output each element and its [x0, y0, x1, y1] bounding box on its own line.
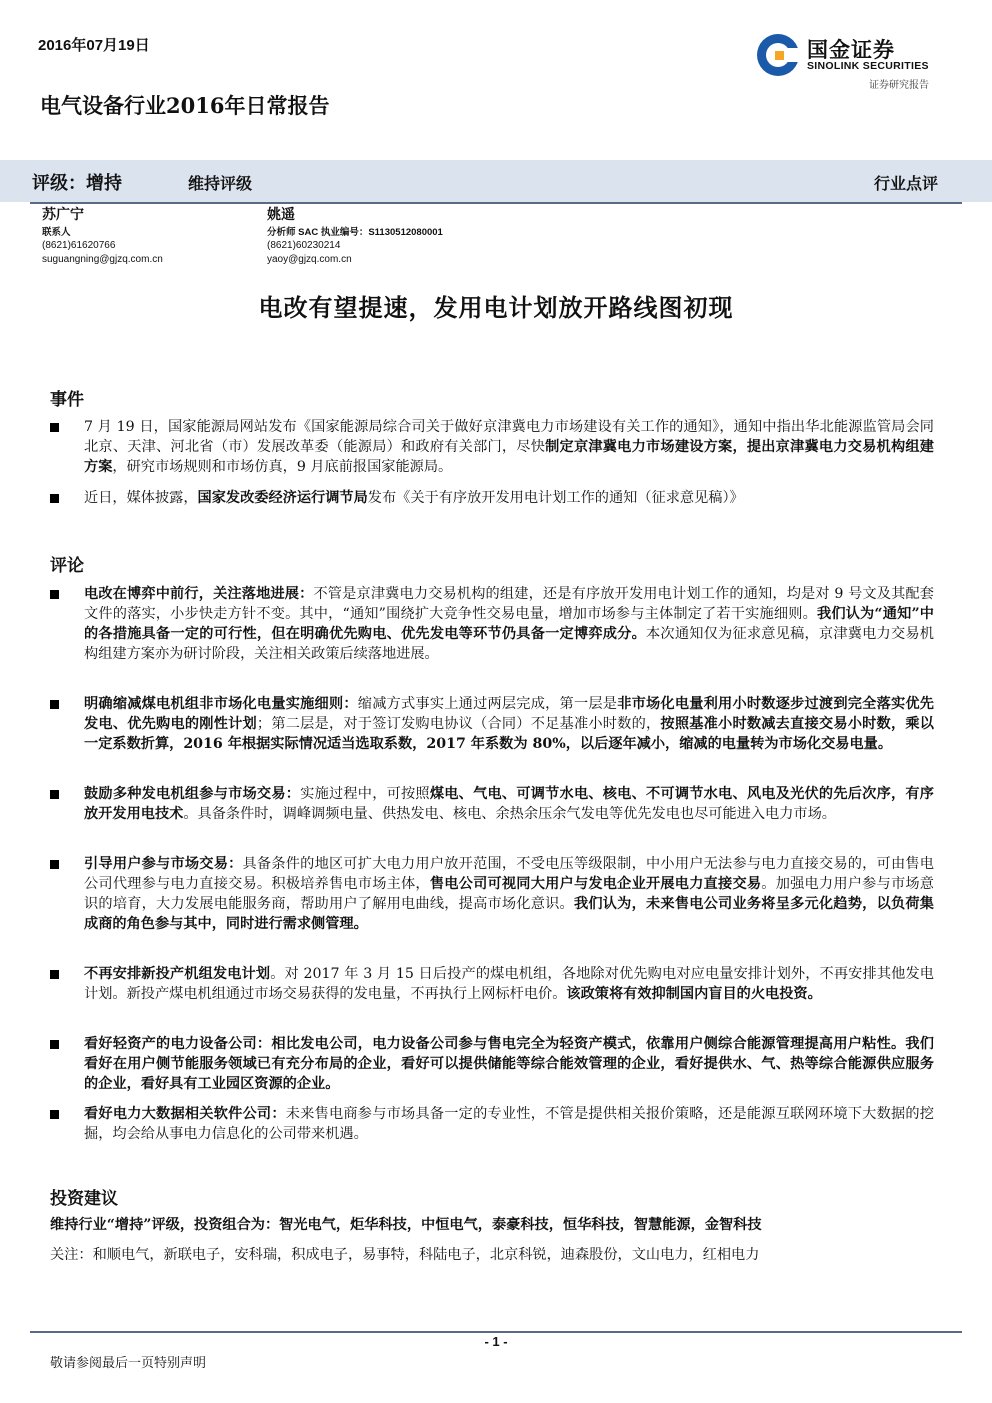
bullet-square-icon [50, 700, 59, 709]
list-item-text [84, 488, 934, 508]
bullet-square-icon [50, 1040, 59, 1049]
report-type: 行业点评 [873, 174, 938, 193]
section-title-events: 事件 [50, 390, 84, 410]
bold-text-segment: 看好轻资产的电力设备公司：相比发电公司，电力设备公司参与售电完全为轻资产模式，依靠用户侧综合能源管理提高用户粘性。我们看好在用户侧节能服务领域已有充分布局的企业，看好可以提供储能等综合能效管理的企业，看好提供水、气、热等综合能源供应服务的企业，看好具有工业园区资源的企业。 [84, 1036, 934, 1092]
analyst-phone: (8621)60230214 [267, 240, 341, 251]
bold-text-segment: 我们认为，未来售电公司业务将呈多元化趋势，以负荷集成商的角色参与其中，同时进行需求侧管理。 [84, 896, 934, 932]
rating-maintain: 维持评级 [188, 174, 253, 193]
list-item [50, 584, 934, 664]
bullet-square-icon [50, 590, 59, 599]
bold-text-segment: 引导用户参与市场交易： [84, 856, 243, 872]
list-item-text [84, 854, 934, 934]
text-segment: 。加强电力用户参与市场意识的培育，大力发展电能服务商，帮助用户了解用电曲线，提高市场化意识。 [84, 876, 934, 912]
analyst-phone: (8621)61620766 [42, 240, 116, 251]
bullet-square-icon [50, 860, 59, 869]
analyst-role: 联系人 [42, 226, 71, 238]
text-segment: 未来售电商参与市场具备一定的专业性，不管是提供相关报价策略，还是能源互联网环境下大数据的挖掘，均会给从事电力信息化的公司带来机遇。 [84, 1106, 934, 1142]
logo-sub-text: 证券研究报告 [869, 80, 929, 91]
list-item-text [84, 417, 934, 477]
bullet-square-icon [50, 970, 59, 979]
bullet-square-icon [50, 790, 59, 799]
text-segment: 。具备条件时，调峰调频电量、供热发电、核电、余热余压余气发电等优先发电也尽可能进入电力市场。 [183, 806, 836, 822]
list-item [50, 854, 934, 934]
bold-text-segment: 售电公司可视同大用户与发电企业开展电力直接交易 [429, 876, 762, 892]
analyst-email[interactable]: yaoy@gjzq.com.cn [267, 253, 352, 265]
footer-divider [30, 1331, 962, 1333]
bullet-square-icon [50, 494, 59, 503]
list-item [50, 1034, 934, 1094]
logo-cn-text: 国金证券 [807, 38, 895, 62]
bold-text-segment: 按照基准小时数减去直接交易小时数，乘以一定系数折算，2016 年根据实际情况适当选取系数，2017 年系数为 80%，以后逐年减小，缩减的电量转为市场化交易电量。 [84, 716, 934, 752]
text-segment: 近日，媒体披露， [84, 490, 198, 506]
text-segment: 发布《关于有序放开发用电计划工作的通知（征求意见稿）》 [367, 490, 744, 506]
text-segment: 具备条件的地区可扩大电力用户放开范围，不受电压等级限制，中小用户无法参与电力直接交易的，可由售电公司代理参与电力直接交易。积极培养售电市场主体， [84, 856, 934, 892]
report-title: 电气设备行业2016年日常报告 [40, 93, 330, 118]
analyst-email[interactable]: suguangning@gjzq.com.cn [42, 253, 163, 265]
list-item [50, 694, 934, 754]
text-segment: 不管是京津冀电力交易机构的组建，还是有序放开发用电计划工作的通知，均是对 9 号文及其配套文件的落实，小步快走方针不变。其中，“通知”围绕扩大竞争性交易电量，增加市场参与主体制定了若干实施细则。 [84, 586, 934, 622]
bold-text-segment: 该政策将有效抑制国内盲目的火电投资。 [566, 986, 822, 1002]
analyst-card [267, 209, 443, 266]
bold-text-segment: 不再安排新投产机组发电计划 [84, 966, 271, 982]
investment-watchlist: 关注：和顺电气，新联电子，安科瑞，积成电子，易事特，科陆电子，北京科锐，迪森股份，文山电力，红相电力 [50, 1247, 760, 1263]
list-item-text [84, 784, 934, 824]
analyst-name: 姚遥 [267, 207, 295, 223]
bold-text-segment: 我们认为“通知”中的各措施具备一定的可行性，但在明确优先购电、优先发电等环节仍具备一定博弈成分。 [84, 606, 934, 642]
text-segment: 实施过程中，可按照 [300, 786, 430, 802]
headline: 电改有望提速，发用电计划放开路线图初现 [258, 293, 734, 322]
list-item [50, 417, 934, 477]
investment-portfolio: 维持行业“增持”评级，投资组合为：智光电气，炬华科技，中恒电气，泰豪科技，恒华科技，智慧能源，金智科技 [50, 1217, 762, 1233]
list-item [50, 1104, 934, 1144]
analyst-card [42, 209, 163, 266]
section-title-investment: 投资建议 [50, 1189, 118, 1209]
list-item-text [84, 1104, 934, 1144]
bold-text-segment: 煤电、气电、可调节水电、核电、不可调节水电、风电及光伏的先后次序，有序放开发用电技术 [84, 786, 934, 822]
bullet-square-icon [50, 423, 59, 432]
list-item [50, 784, 934, 824]
list-item [50, 488, 934, 508]
bullet-square-icon [50, 1110, 59, 1119]
list-item-text [84, 694, 934, 754]
section-title-comments: 评论 [50, 556, 84, 576]
bold-text-segment: 非市场化电量利用小时数逐步过渡到完全落实优先发电、优先购电的刚性计划 [84, 696, 934, 732]
bold-text-segment: 国家发改委经济运行调节局 [197, 490, 368, 506]
text-segment: 。对 2017 年 3 月 15 日后投产的煤电机组，各地除对优先购电对应电量安排计划外，不再安排其他发电计划。新投产煤电机组通过市场交易获得的发电量，不再执行上网标杆电价。 [84, 966, 934, 1002]
bold-text-segment: 电改在博弈中前行，关注落地进展： [84, 586, 314, 602]
company-logo [755, 30, 955, 92]
bold-text-segment: 明确缩减煤电机组非市场化电量实施细则： [84, 696, 358, 712]
logo-en-text: SINOLINK SECURITIES [807, 60, 929, 72]
analyst-name: 苏广宁 [42, 207, 84, 223]
text-segment: 缩减方式事实上通过两层完成，第一层是 [357, 696, 618, 712]
bold-text-segment: 制定京津冀电力市场建设方案，提出京津冀电力交易机构组建方案 [84, 439, 934, 475]
rating-band [0, 160, 992, 202]
text-segment: 本次通知仅为征求意见稿，京津冀电力交易机构组建方案亦为研讨阶段，关注相关政策后续落地进展。 [84, 626, 934, 662]
report-date: 2016年07月19日 [38, 37, 150, 54]
analyst-role: 分析师 SAC 执业编号：S1130512080001 [267, 226, 443, 238]
page-number: - 1 - [484, 1334, 508, 1349]
list-item [50, 964, 934, 1004]
list-item-text [84, 1034, 934, 1094]
list-item-text [84, 964, 934, 1004]
list-item-text [84, 584, 934, 664]
rating-band-divider [30, 202, 962, 204]
text-segment: ，研究市场规则和市场仿真，9 月底前报国家能源局。 [112, 459, 453, 475]
bold-text-segment: 看好电力大数据相关软件公司： [84, 1106, 286, 1122]
rating-label: 评级：增持 [32, 173, 122, 194]
text-segment: ；第二层是，对于签订发购电协议（合同）不足基准小时数的， [256, 716, 661, 732]
bold-text-segment: 鼓励多种发电机组参与市场交易： [84, 786, 301, 802]
sinolink-logo-icon [755, 32, 801, 78]
footer-disclaimer: 敬请参阅最后一页特别声明 [50, 1356, 207, 1371]
text-segment: 7 月 19 日，国家能源局网站发布《国家能源局综合司关于做好京津冀电力市场建设有关工作的通知》，通知中指出华北能源监管局会同北京、天津、河北省（市）发展改革委（能源局）和政府有关部门，尽快 [84, 419, 934, 455]
